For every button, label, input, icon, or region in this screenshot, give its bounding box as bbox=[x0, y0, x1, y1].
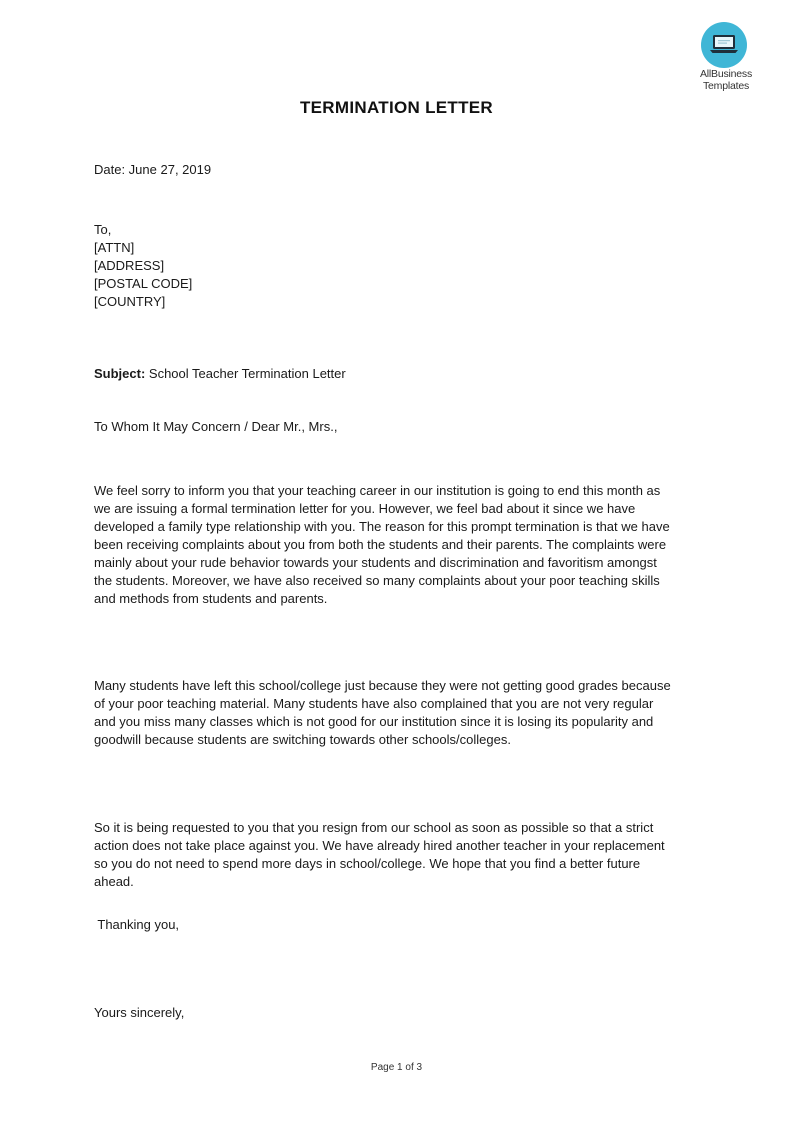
address-postal-code: [POSTAL CODE] bbox=[94, 276, 193, 291]
paragraph-line: We feel sorry to inform you that your teaching career in our institution is going to end this month as bbox=[94, 483, 661, 498]
salutation: To Whom It May Concern / Dear Mr., Mrs., bbox=[94, 419, 338, 434]
logo-line-1: AllBusiness bbox=[699, 68, 753, 80]
paragraph-line: action does not take place against you. We have already hired another teacher in your replacement bbox=[94, 838, 665, 853]
address-to: To, bbox=[94, 222, 112, 237]
paragraph-line: ahead. bbox=[94, 874, 134, 889]
page-number: Page 1 of 3 bbox=[370, 1062, 423, 1073]
paragraph-2 bbox=[94, 677, 706, 749]
allbusiness-templates-logo bbox=[690, 22, 762, 94]
paragraph-line: the students. Moreover, we have also received so many complaints about your poor teaching skills bbox=[94, 573, 660, 588]
logo-line-2: Templates bbox=[702, 80, 750, 92]
address-country: [COUNTRY] bbox=[94, 294, 166, 309]
address-attn: [ATTN] bbox=[94, 240, 135, 255]
paragraph-line: developed a family type relationship with you. The reason for this prompt termination is that we have bbox=[94, 519, 670, 534]
paragraph-3 bbox=[94, 819, 706, 891]
subject-value: School Teacher Termination Letter bbox=[145, 366, 346, 381]
logo-text bbox=[690, 68, 762, 92]
document-title: TERMINATION LETTER bbox=[299, 98, 493, 117]
paragraph-line: of your poor teaching material. Many students have also complained that you are not very regular bbox=[94, 696, 654, 711]
paragraph-line: so you do not need to spend more days in school/college. We hope that you find a better future bbox=[94, 856, 641, 871]
paragraph-1 bbox=[94, 482, 706, 608]
paragraph-line: mainly about your rude behavior towards your students and discrimination and favoritism amongst bbox=[94, 555, 657, 570]
laptop-icon bbox=[701, 22, 747, 68]
paragraph-line: So it is being requested to you that you resign from our school as soon as possible so that a strict bbox=[94, 820, 654, 835]
paragraph-line: and methods from students and parents. bbox=[94, 591, 328, 606]
recipient-address bbox=[94, 221, 706, 311]
paragraph-line: Many students have left this school/college just because they were not getting good grades because bbox=[94, 678, 671, 693]
subject-label: Subject: bbox=[94, 366, 146, 381]
paragraph-line: been receiving complaints about you from both the students and their parents. The complaints were bbox=[94, 537, 667, 552]
paragraph-line: we are issuing a formal termination letter for you. However, we feel bad about it since we have bbox=[94, 501, 636, 516]
closing-line: Yours sincerely, bbox=[94, 1005, 185, 1020]
letter-date: Date: June 27, 2019 bbox=[94, 162, 212, 177]
paragraph-line: goodwill because students are switching towards other schools/colleges. bbox=[94, 732, 511, 747]
address-street: [ADDRESS] bbox=[94, 258, 165, 273]
subject-line bbox=[94, 365, 706, 383]
thanking-line: Thanking you, bbox=[94, 917, 180, 932]
paragraph-line: and you miss many classes which is not good for our institution since it is losing its popularity and bbox=[94, 714, 654, 729]
